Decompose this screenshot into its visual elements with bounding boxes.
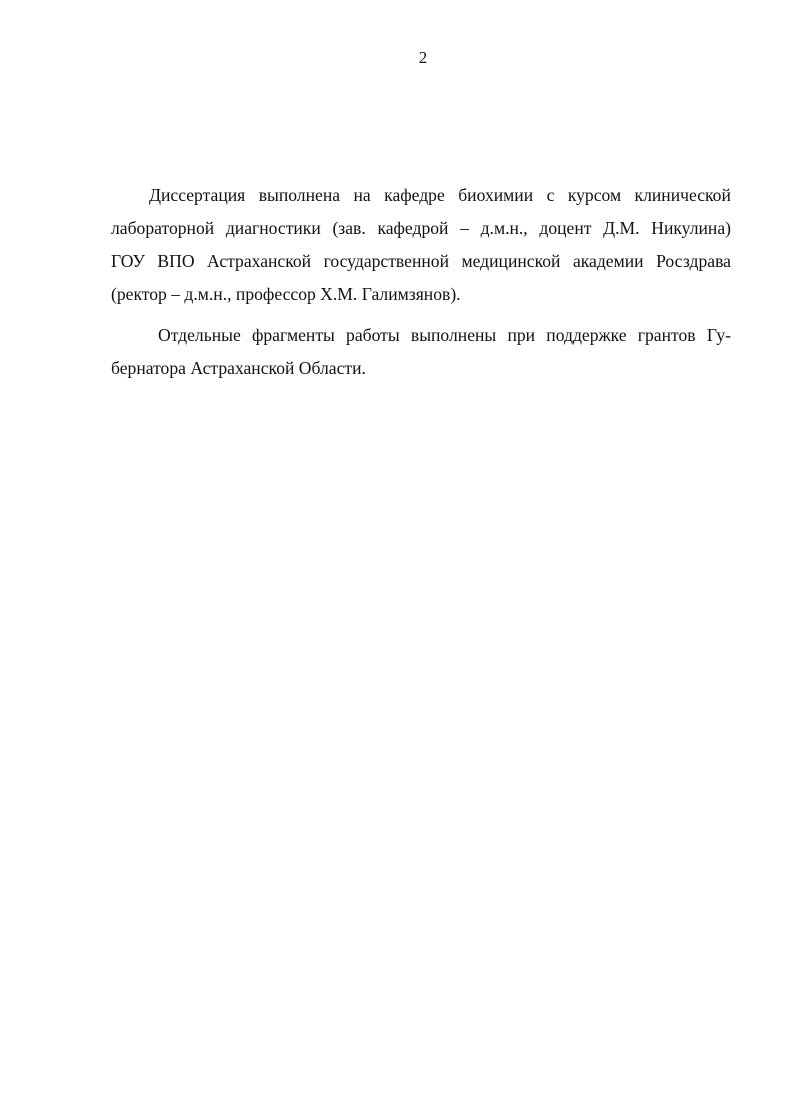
- paragraph-grant-support: [111, 319, 731, 385]
- paragraph-line: бернатора Астраханской Области.: [111, 358, 366, 378]
- paragraph-line: (ректор – д.м.н., профессор Х.М. Галимзянов).: [111, 284, 461, 304]
- paragraph-dissertation-info: [111, 179, 731, 311]
- page-number: 2: [418, 48, 428, 67]
- paragraph-line: Отдельные фрагменты работы выполнены при поддержке грантов Гу-: [158, 325, 731, 345]
- paragraph-line: лабораторной диагностики (зав. кафедрой – д.м.н., доцент Д.М. Никулина): [111, 218, 731, 238]
- paragraph-line: ГОУ ВПО Астраханской государственной медицинской академии Росздрава: [111, 251, 731, 271]
- paragraph-line: Диссертация выполнена на кафедре биохимии с курсом клинической: [149, 185, 731, 205]
